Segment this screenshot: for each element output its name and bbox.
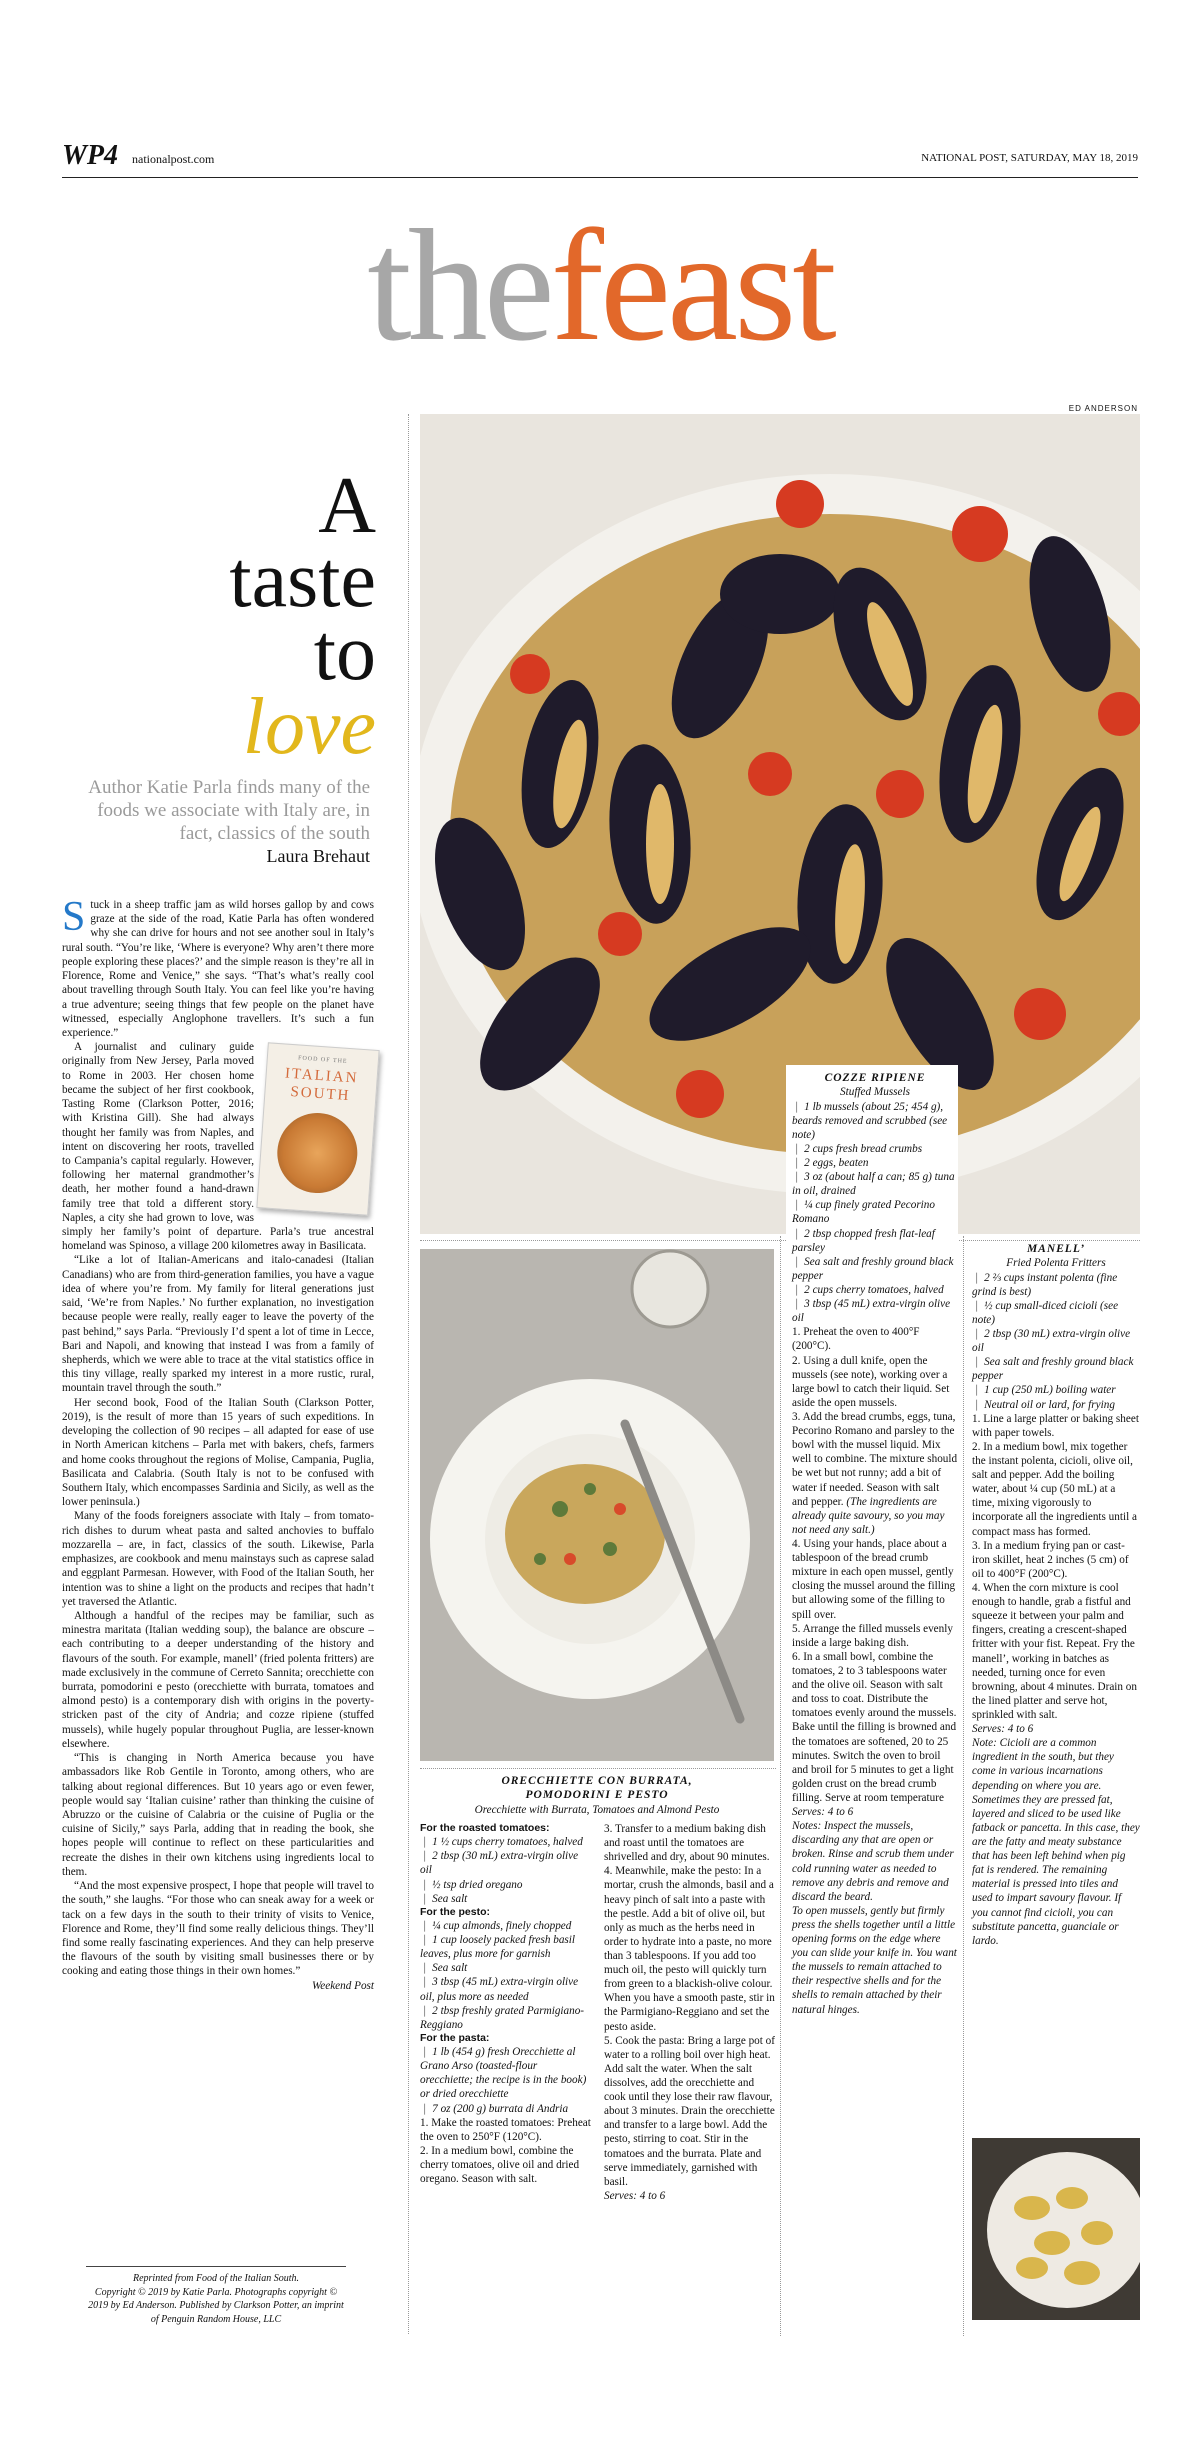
section-divider bbox=[420, 1240, 1140, 1241]
article-paragraph: Stuck in a sheep traffic jam as wild horses gallop by and cows graze at the side of the road, Katie Parla has often wondered why she can drive for hours and not see another soul in Italy’s rural south. “You’re like, ‘Where is everyone? Why aren’t there more people exploring these places?’ and the simple reason is they’re all in Florence, Rome and Venice,” she says. “That’s what’s really cool about travelling through South Italy. You can feel like you’re having a true adventure; seeing things that few people on the planet have witnessed, especially Anglophone travellers. It’s such a fun experience.” bbox=[62, 894, 374, 1039]
recipe-note: Notes: Inspect the mussels, discarding any that are open or broken. Rinse and scrub them under cold running water as needed to remove any debris and remove and discard the beard. bbox=[792, 1820, 954, 1903]
book-cover-title: ITALIAN bbox=[284, 1065, 359, 1087]
folio-bar bbox=[62, 138, 1138, 178]
headline-line: taste bbox=[229, 535, 376, 624]
masthead-the: the bbox=[367, 196, 551, 374]
section-masthead bbox=[0, 196, 1200, 374]
ingredient: ❘ 2 tbsp (30 mL) extra-virgin olive oil bbox=[420, 1849, 592, 1877]
ingredient: ❘ 1 cup loosely packed fresh basil leaves, plus more for garnish bbox=[420, 1933, 592, 1961]
article-paragraph: “And the most expensive prospect, I hope that people will travel to the south,” she laughs. “For those who can sneak away for a week or tack on a few days in the south to their trinity of visits to Venice, Florence and Rome, they’ll find some really delicious things. They’ll find some really fascinating experiences. And they can help preserve the flavours of the south by visiting small businesses there or by cooking and eating those things in their own homes.” bbox=[62, 1880, 374, 1978]
recipe-step: 2. In a medium bowl, combine the cherry tomatoes, olive oil and dried oregano. Season with salt. bbox=[420, 2144, 580, 2186]
recipe-cozze-ripiene bbox=[786, 1065, 958, 2017]
recipe-title: COZZE RIPIENE bbox=[824, 1072, 926, 1084]
recipe-step: 1. Preheat the oven to 400°F (200°C). bbox=[792, 1326, 920, 1353]
ingredient: ❘ 1 cup (250 mL) boiling water bbox=[972, 1383, 1140, 1397]
recipe-serves: Serves: 4 to 6 bbox=[792, 1806, 854, 1819]
reprint-credit bbox=[86, 2266, 346, 2326]
ingredient: ❘ Neutral oil or lard, for frying bbox=[972, 1398, 1140, 1412]
recipe-step: 4. Meanwhile, make the pesto: In a mortar, crush the almonds, basil and a heavy pinch of salt into a paste with the pestle. Add a bit of olive oil, but only as much as the herbs need in order to hydrate into a paste, no more than 3 tablespoons. If you add too much oil, the pesto will quickly turn from green to a blackish-olive colour. When you have a smooth paste, stir in the Parmigiano-Reggiano and set the pesto aside. bbox=[604, 1865, 775, 2033]
recipe-subhead: For the pasta: bbox=[420, 2031, 490, 2044]
recipe-subtitle: Fried Polenta Fritters bbox=[1006, 1257, 1106, 1270]
recipe-step: 3. Transfer to a medium baking dish and roast until the tomatoes are shrivelled and dry, about 90 minutes. bbox=[604, 1823, 770, 1864]
recipe-step: 1. Make the roasted tomatoes: Preheat the oven to 250°F (120°C). bbox=[420, 2116, 591, 2143]
orecchiette-photo bbox=[420, 1249, 774, 1761]
recipe-step: 5. Cook the pasta: Bring a large pot of water to a rolling boil over high heat. Add salt the water. When the salt dissolves, add the orecchiette and cook until they lose their raw flavour, about 3 minutes. Drain the orecchiette and transfer to a large bowl. Add the pesto, stirring to coat. Stir in the tomatoes and the burrata. Plate and serve immediately, garnished with basil. bbox=[604, 2034, 775, 2188]
pasta-illustration bbox=[420, 1249, 774, 1761]
section-divider bbox=[420, 1768, 776, 1769]
drop-cap: S bbox=[62, 894, 86, 940]
page-number: WP4 bbox=[62, 140, 118, 171]
ingredient: ❘ 2 cups fresh bread crumbs bbox=[792, 1142, 958, 1156]
recipe-step: 4. Using your hands, place about a tablespoon of the bread crumb mixture in each open mussel, gently closing the mussel around the filling but allowing some of the filling to spill over. bbox=[792, 1537, 956, 1621]
recipe-title: ORECCHIETTE CON BURRATA, bbox=[501, 1775, 693, 1787]
book-cover-title: SOUTH bbox=[289, 1084, 351, 1105]
ingredient: ❘ Sea salt and freshly ground black pepper bbox=[792, 1255, 958, 1283]
recipe-step: 6. In a small bowl, combine the tomatoes, 2 to 3 tablespoons water and the olive oil. Season with salt and toss to coat. Distribute the tomatoes evenly around the mussels. Bake until the filling is browned and the tomatoes are softened, 20 to 25 minutes. Switch the oven to broil and broil for 5 minutes to get a light golden crust on the bread crumb filling. Serve at room temperature bbox=[792, 1650, 957, 1804]
recipe-orecchiette-col1 bbox=[420, 1822, 592, 2186]
headline bbox=[120, 462, 376, 771]
recipe-subhead: For the pesto: bbox=[420, 1905, 490, 1918]
ingredient: ❘ 1 lb (454 g) fresh Orecchiette al Grano Arso (toasted-flour orecchiette; the recipe is in the book) or dried orecchiette bbox=[420, 2045, 592, 2101]
ingredient: ❘ 2 eggs, beaten bbox=[792, 1156, 958, 1170]
ingredient: ❘ 1 ½ cups cherry tomatoes, halved bbox=[420, 1835, 592, 1849]
column-divider bbox=[963, 1236, 964, 2336]
photo-credit: ED ANDERSON bbox=[1068, 404, 1138, 413]
ingredient: ❘ Sea salt bbox=[420, 1961, 592, 1975]
fritters-photo bbox=[972, 2138, 1140, 2320]
signoff: Weekend Post bbox=[311, 1979, 374, 1992]
recipe-note: To open mussels, gently but firmly press the shells together until a little opening forms on the edge where you can slide your knife in. You want the mussels to remain attached to their respective shells and for the shells to remain attached by their natural hinges. bbox=[792, 1904, 957, 2016]
article-paragraph: A journalist and culinary guide originally from New Jersey, Parla moved to Rome in 2003. Her chosen home became the subject of her first cookbook, Tasting Rome (Clarkson Potter, 2016; with Kristina Gill). She had always thought her family was from Naples, and intent on discovering her roots, travelled to Campania’s capital regularly. However, following her maternal grandmother’s death, her mother found a hand-drawn family tree that told a different story. Naples, a city she had grown to love, was simply her family’s point of departure. Parla’s true ancestral homeland was Spinoso, a village 200 kilometres away in Basilicata. bbox=[62, 1041, 374, 1253]
article-paragraph: Many of the foods foreigners associate with Italy – from tomato-rich dishes to durum wheat pasta and salted anchovies to buffalo mozzarella – are, in fact, classics of the south. Likewise, Parla emphasizes, are cookbook and menu mainstays such as caprese salad and eggplant Parmesan. However, with Food of the Italian South, her intention was to shine a light on the products and recipes that hadn’t yet traversed the Atlantic. bbox=[62, 1510, 374, 1608]
ingredient: ❘ 3 tbsp (45 mL) extra-virgin olive oil, plus more as needed bbox=[420, 1975, 592, 2003]
ingredient: ❘ Sea salt and freshly ground black pepper bbox=[972, 1355, 1140, 1383]
recipe-subtitle: Stuffed Mussels bbox=[840, 1086, 910, 1099]
mussels-illustration bbox=[420, 414, 1140, 1234]
ingredient: ❘ 3 tbsp (45 mL) extra-virgin olive oil bbox=[792, 1297, 958, 1325]
mussels-photo bbox=[420, 414, 1140, 1234]
recipe-orecchiette-col2 bbox=[604, 1822, 776, 2203]
masthead-feast: feast bbox=[550, 196, 833, 374]
recipe-step: 4. When the corn mixture is cool enough to handle, grab a fistful and squeeze it between your palm and fingers, creating a crescent-shaped fritter with your fist. Repeat. Fry the manell’, working in batches as needed, turning once for even browning, about 4 minutes. Drain on the lined platter and serve hot, sprinkled with salt. bbox=[972, 1582, 1137, 1721]
column-divider bbox=[780, 1236, 781, 2336]
article-paragraph: Although a handful of the recipes may be familiar, such as minestra maritata (Italian wedding soup), the balance are obscure – each contributing to a deeper understanding of the history and flavours of the south. For example, manell’ (fried polenta fritters) are made exclusively in the commune of Cerreto Sannita; orecchiette con burrata, pomodorini e pesto (orecchiette with burrata, tomatoes and almond pesto) is a contemporary dish with origins in the poverty-stricken past of the city of Andria; and cozze ripiene (stuffed mussels), while hugely popular throughout Puglia, are lesser-known elsewhere. bbox=[62, 1609, 374, 1750]
recipe-step: 5. Arrange the filled mussels evenly inside a large baking dish. bbox=[792, 1622, 953, 1649]
ingredient: ❘ Sea salt bbox=[420, 1892, 592, 1906]
recipe-title: MANELL’ bbox=[1026, 1243, 1086, 1255]
ingredient: ❘ ½ cup small-diced cicioli (see note) bbox=[972, 1299, 1140, 1327]
recipe-orecchiette-header bbox=[420, 1774, 774, 1817]
recipe-subhead: For the roasted tomatoes: bbox=[420, 1822, 550, 1834]
recipe-manell bbox=[972, 1242, 1140, 1948]
recipe-step: 3. In a medium frying pan or cast-iron skillet, heat 2 inches (5 cm) of oil to 400°F (200°C). bbox=[972, 1539, 1129, 1580]
recipe-step: 2. Using a dull knife, open the mussels (see note), working over a large bowl to catch their liquid. Set aside the open mussels. bbox=[792, 1354, 950, 1409]
ingredient: ❘ 2 ⅔ cups instant polenta (fine grind is best) bbox=[972, 1271, 1140, 1299]
ingredient: ❘ ¼ cup finely grated Pecorino Romano bbox=[792, 1198, 958, 1226]
recipe-title: POMODORINI E PESTO bbox=[525, 1789, 669, 1802]
article-paragraph: “Like a lot of Italian-Americans and italo-canadesi (Italian Canadians) who are from third-generation families, you have a vague idea of where you’re from. My family for literal generations just said, ‘We’re from Naples.’ No further explanation, no investigation because people were really, really eager to leave the poverty of the past behind,” says Parla. “Previously I’d spent a lot of time in Lecce, Bari and Napoli, and knowing that instead I was from a family of shepherds, which we were able to trace at the vital statistics office in this tiny village, really sparked my interest in a more rustic, rural, mountain travel through the south.” bbox=[62, 1254, 374, 1395]
ingredient: ❘ 2 tbsp (30 mL) extra-virgin olive oil bbox=[972, 1327, 1140, 1355]
headline-accent: love bbox=[242, 682, 376, 771]
site-url[interactable]: nationalpost.com bbox=[132, 152, 215, 166]
book-cover-image bbox=[256, 1042, 379, 1215]
ingredient: ❘ 2 cups cherry tomatoes, halved bbox=[792, 1283, 958, 1297]
recipe-subtitle: Orecchiette with Burrata, Tomatoes and Almond Pesto bbox=[474, 1803, 720, 1816]
headline-line: A bbox=[318, 462, 376, 550]
ingredient: ❘ ½ tsp dried oregano bbox=[420, 1878, 592, 1892]
focaccia-illustration bbox=[275, 1111, 360, 1196]
recipe-serves: Serves: 4 to 6 bbox=[604, 2189, 666, 2202]
ingredient: ❘ ¼ cup almonds, finely chopped bbox=[420, 1919, 592, 1933]
byline: Laura Brehaut bbox=[266, 846, 370, 866]
recipe-step: 1. Line a large platter or baking sheet with paper towels. bbox=[972, 1412, 1139, 1439]
ingredient: ❘ 1 lb mussels (about 25; 454 g), beards removed and scrubbed (see note) bbox=[792, 1100, 958, 1142]
headline-line: to bbox=[313, 609, 376, 698]
column-divider bbox=[408, 414, 409, 2334]
recipe-note: Note: Cicioli are a common ingredient in the south, but they come in various incarnations depending on where you are. Sometimes they are pressed fat, layered and sliced to be used like fatback or pancetta. In this case, they are the fatty and meaty substance that has been left behind when pig fat is rendered. The remaining material is pressed into tiles and used to impart savoury flavour. If you cannot find cicioli, you can substitute pancetta, guanciale or lardo. bbox=[972, 1737, 1140, 1947]
recipe-step: 2. In a medium bowl, mix together the instant polenta, cicioli, olive oil, salt and pepper. Add the boiling water, about ¼ cup (50 mL) at a time, mixing vigorously to incorporate all the ingredients until a compact mass has formed. bbox=[972, 1440, 1137, 1538]
fritters-illustration bbox=[972, 2138, 1140, 2320]
ingredient: ❘ 2 tbsp chopped fresh flat-leaf parsley bbox=[792, 1227, 958, 1255]
reprint-line: Copyright © 2019 by Katie Parla. Photographs copyright © 2019 by Ed Anderson. Published by Clarkson Potter, an imprint of Penguin Random House, LLC bbox=[88, 2286, 344, 2325]
book-cover-kicker: FOOD OF THE bbox=[297, 1055, 348, 1066]
article-paragraph: Her second book, Food of the Italian South (Clarkson Potter, 2019), is the result of more than 15 years of such expeditions. In developing the collection of 90 recipes – all adapted for ease of use in North American kitchens – Parla met with bakers, chefs, farmers and home cooks throughout the regions of Molise, Campania, Puglia, Basilicata and Calabria. (South Italy is not to be confused with Southern Italy, which encompasses Sardinia and Sicily, as well as the lower peninsula.) bbox=[62, 1396, 374, 1509]
recipe-serves: Serves: 4 to 6 bbox=[972, 1723, 1034, 1736]
recipe-step: 3. Add the bread crumbs, eggs, tuna, Pecorino Romano and parsley to the bowl with the mussel liquid. Mix well to combine. The mixture should be wet but not runny; add a bit of water if needed. Season with salt and pepper. (The ingredients are already quite savoury, so you may not need any salt.) bbox=[792, 1411, 958, 1536]
ingredient: ❘ 7 oz (200 g) burrata di Andria bbox=[420, 2102, 592, 2116]
ingredient: ❘ 2 tbsp freshly grated Parmigiano-Reggiano bbox=[420, 2004, 592, 2032]
article-body bbox=[62, 894, 374, 1993]
article-paragraph: “This is changing in North America because you have ambassadors like Rob Gentile in Toronto, among others, who are talking about regional differences. But 10 years ago or even fewer, people would say ‘Italian cuisine’ rather than thinking the cuisine of Abruzzo or the cuisine of Calabria or the cuisine of Puglia or the cuisine of Sicily,” says Parla, adding that in reading the book, she hopes people will continue to reflect on these particularities and recreate the dishes in their own kitchens using ingredients local to them. bbox=[62, 1752, 374, 1878]
dek: Author Katie Parla finds many of the foods we associate with Italy are, in fact, classics of the south bbox=[88, 777, 370, 845]
ingredient: ❘ 3 oz (about half a can; 85 g) tuna in oil, drained bbox=[792, 1170, 958, 1198]
issue-date: NATIONAL POST, SATURDAY, MAY 18, 2019 bbox=[921, 152, 1138, 164]
reprint-line: Reprinted from Food of the Italian South. bbox=[132, 2273, 299, 2284]
